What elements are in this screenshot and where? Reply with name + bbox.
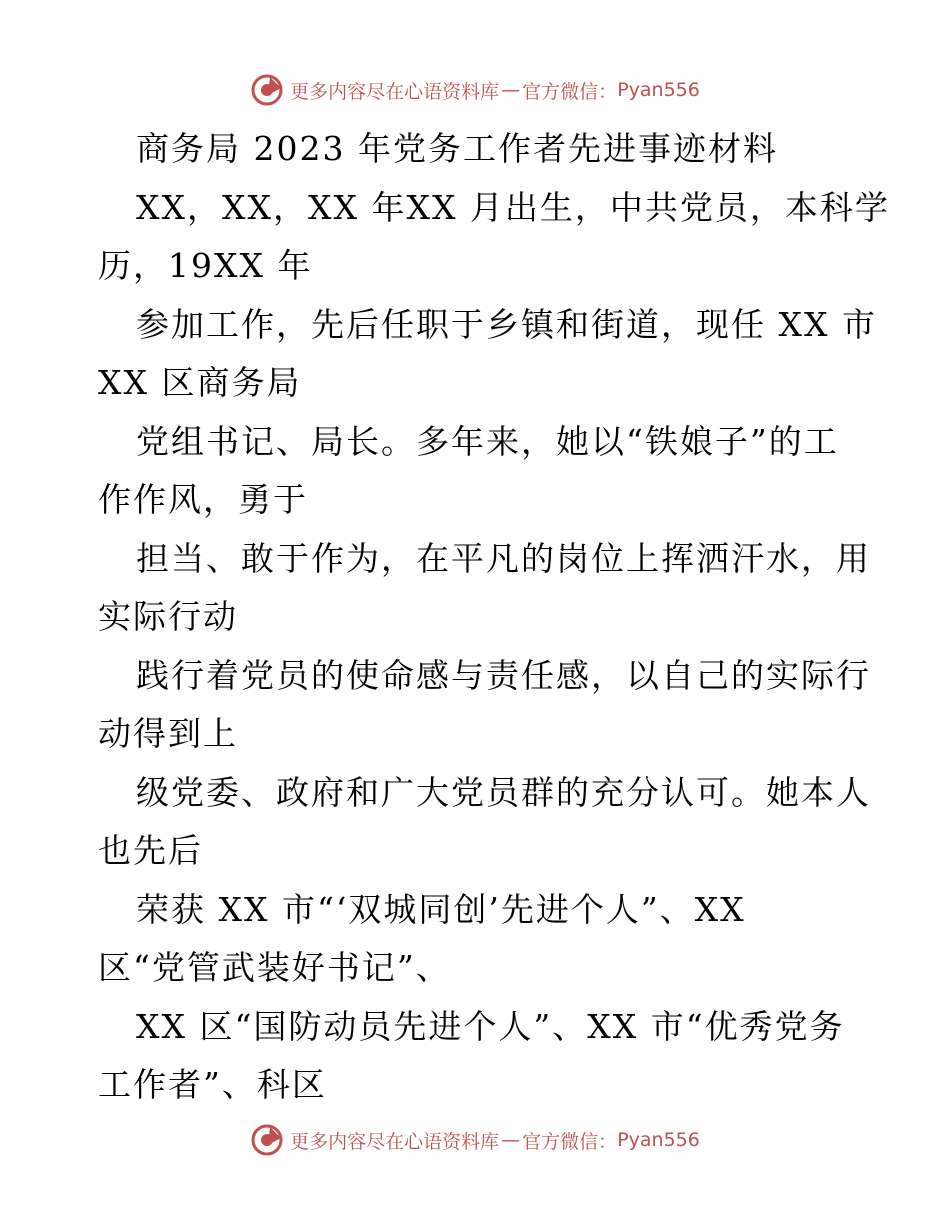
watermark-brand: 更多内容尽在心语资料库: [290, 1130, 500, 1153]
document-title: 商务局 2023 年党务工作者先进事迹材料: [136, 129, 778, 168]
text-line: 实际行动: [98, 597, 238, 636]
footer-watermark: [0, 1120, 950, 1160]
text-line: 区“党管武装好书记”、: [98, 948, 451, 987]
header-watermark: [0, 70, 950, 110]
watermark-wechat-id: Pyan556: [617, 79, 700, 101]
watermark-brand: 更多内容尽在心语资料库: [290, 80, 500, 103]
text-line: 作作风，勇于: [98, 480, 308, 519]
text-line: 担当、敢于作为，在平凡的岗位上挥洒汗水，用: [136, 538, 871, 578]
text-line: 荣获 XX 市“‘双城同创’先进个人”、XX: [136, 889, 746, 929]
watermark-separator: —: [501, 79, 521, 101]
text-line: 历，19XX 年: [98, 246, 313, 285]
pen-logo-icon: [250, 73, 284, 107]
watermark-wechat-label: 官方微信：: [522, 80, 618, 103]
text-line: XX 区商务局: [98, 363, 302, 402]
pen-logo-icon: [250, 1123, 284, 1157]
text-line: 参加工作，先后任职于乡镇和街道，现任 XX 市: [136, 304, 877, 344]
document-body: [98, 120, 890, 1115]
watermark-separator: —: [501, 1129, 521, 1151]
watermark-wechat-label: 官方微信：: [522, 1130, 618, 1153]
text-line: 也先后: [98, 831, 203, 870]
text-line: 动得到上: [98, 714, 238, 753]
text-line: XX 区“国防动员先进个人”、XX 市“优秀党务: [136, 1006, 845, 1046]
text-line: 级党委、政府和广大党员群的充分认可。她本人: [136, 772, 871, 812]
text-line: 党组书记、局长。多年来，她以“铁娘子”的工: [136, 421, 839, 461]
watermark-wechat-id: Pyan556: [617, 1129, 700, 1151]
text-line: 工作者”、科区: [98, 1065, 327, 1104]
text-line: XX，XX，XX 年XX 月出生，中共党员，本科学: [136, 187, 890, 227]
text-line: 践行着党员的使命感与责任感，以自己的实际行: [136, 655, 871, 695]
